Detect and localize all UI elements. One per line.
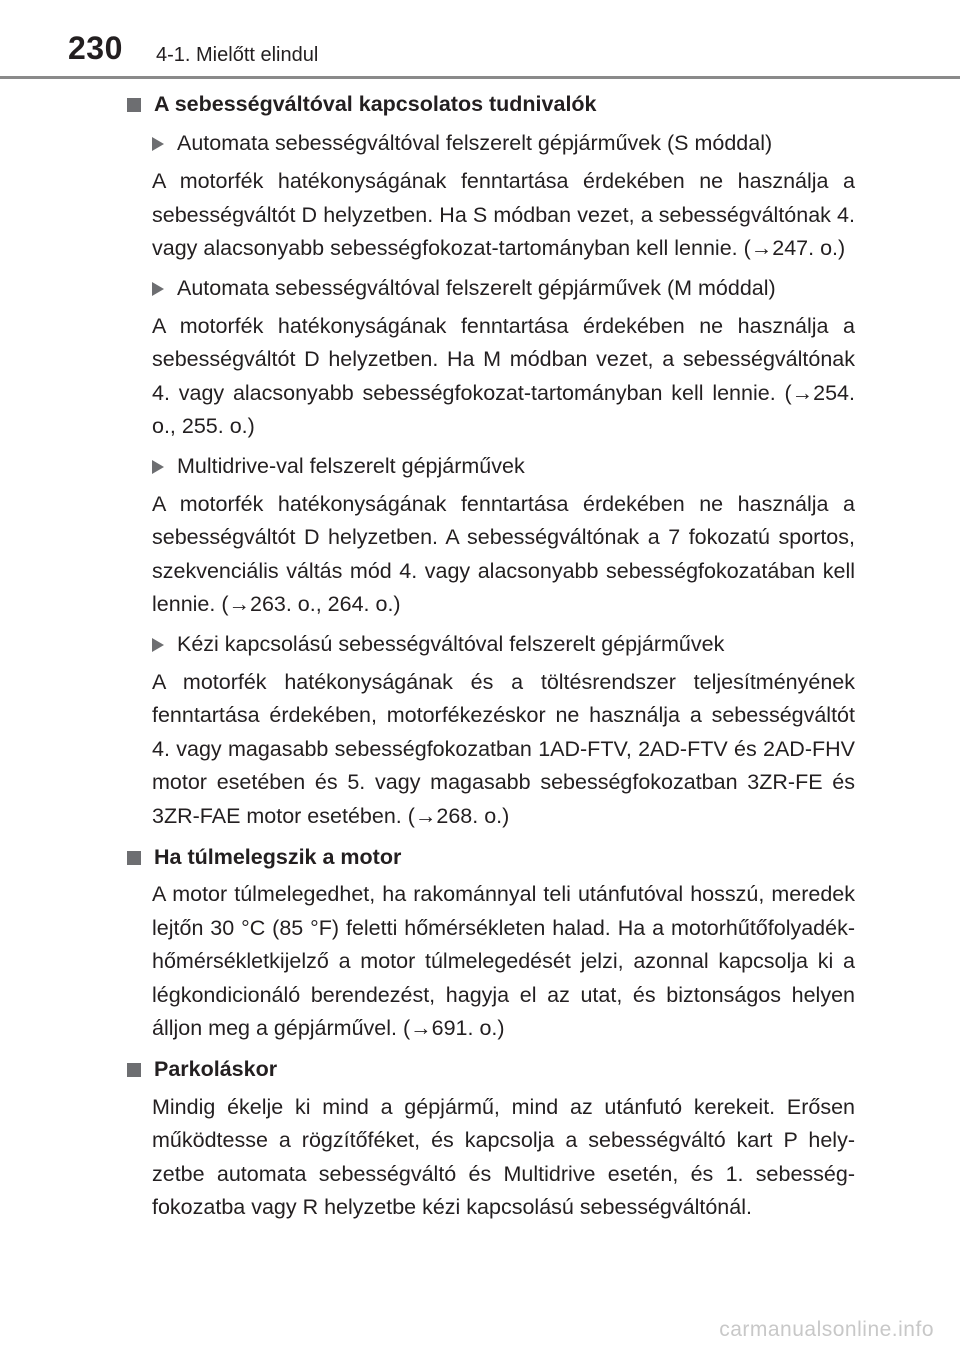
subsection-m-mode (127, 272, 855, 444)
subsection-title-text: Multidrive-val felszerelt gépjárművek (177, 453, 525, 478)
header-divider (0, 76, 960, 79)
paragraph: A motorfék hatékonyságának és a töltésrendszer teljesítményének fenntartása érdekében, motorfékezéskor ne használja a sebességváltót 4. vagy magasabb sebességfokozatban 1AD-FTV, 2AD-FTV és 2AD-FHV motor esetében és 5. vagy magasabb sebességfokozatban 3ZR-FE és 3ZR-FAE motor esetében. (→268. o.) (152, 669, 855, 828)
section-header: 4-1. Mielőtt elindul (156, 44, 319, 66)
page-number: 230 (68, 30, 123, 66)
watermark: carmanualsonline.info (719, 1318, 934, 1341)
subsection-title (127, 127, 855, 161)
triangle-bullet-icon (152, 638, 164, 652)
subsection-title-text: Automata sebességváltóval felszerelt gépjárművek (S móddal) (177, 131, 773, 156)
square-bullet-icon (127, 1063, 141, 1077)
subsection-title-text: Automata sebességváltóval felszerelt gépjárművek (M móddal) (177, 275, 776, 300)
section-title-text: A sebességváltóval kapcsolatos tudnivalók (154, 91, 597, 116)
section-parking (127, 1054, 855, 1225)
section-title-text: Parkoláskor (154, 1057, 278, 1082)
triangle-bullet-icon (152, 282, 164, 296)
paragraph: A motorfék hatékonyságának fenntartása érdekében ne használja a sebességváltót D helyzetben. Ha M módban vezet, a sebességváltónak 4. vagy alacsonyabb sebességfokozat-tartományban kell lennie. (→254. o., 255. o.) (152, 313, 855, 438)
page-content (127, 88, 855, 1233)
square-bullet-icon (127, 98, 141, 112)
subsection-title (127, 272, 855, 306)
paragraph: Mindig ékelje ki mind a gépjármű, mind az utánfutó kerekeit. Erősen működtesse a rögzítőféket, és kapcsolja a sebességváltó kart P helyzetbe automata sebességváltó és Multidrive esetén, és 1. sebességfokozatba vagy R helyzetbe kézi kapcsolású sebességváltónál. (152, 1094, 855, 1219)
section-title (127, 88, 855, 121)
triangle-bullet-icon (152, 137, 164, 151)
section-title-text: Ha túlmelegszik a motor (154, 844, 402, 869)
subsection-title (127, 450, 855, 484)
section-overheating (127, 841, 855, 1046)
subsection-s-mode (127, 127, 855, 266)
section-transmission (127, 88, 855, 833)
subsection-manual (127, 628, 855, 834)
paragraph: A motorfék hatékonyságának fenntartása érdekében ne használja a sebességváltót D helyzetben. A sebességváltónak a 7 fokozatú sportos, szekvenciális váltás mód 4. vagy alacsonyabb sebességfokozatában kell lennie. (→263. o., 264. o.) (152, 491, 855, 616)
section-title (127, 841, 855, 874)
paragraph: A motorfék hatékonyságának fenntartása érdekében ne használja a sebességváltót D helyzetben. Ha S módban vezet, a sebességváltónak 4. vagy alacsonyabb sebességfokozat-tartományban kell lennie. (→247. o.) (152, 169, 855, 260)
square-bullet-icon (127, 851, 141, 865)
subsection-title-text: Kézi kapcsolású sebességváltóval felszerelt gépjárművek (177, 631, 725, 656)
paragraph: A motor túlmelegedhet, ha rakománnyal teli utánfutóval hosszú, meredek lejtőn 30 °C (85 °F) feletti hőmérsékleten halad. Ha a motorhűtőfolyadék-hőmérsékletkijelző a motor túlmelegedését jelzi, azonnal kapcsolja ki a légkondicionáló berendezést, hagyja el az utat, és biztonságos helyen álljon meg a gépjárművel. (→691. o.) (152, 882, 855, 1040)
subsection-title (127, 628, 855, 662)
section-title (127, 1054, 855, 1087)
triangle-bullet-icon (152, 460, 164, 474)
subsection-multidrive (127, 450, 855, 622)
